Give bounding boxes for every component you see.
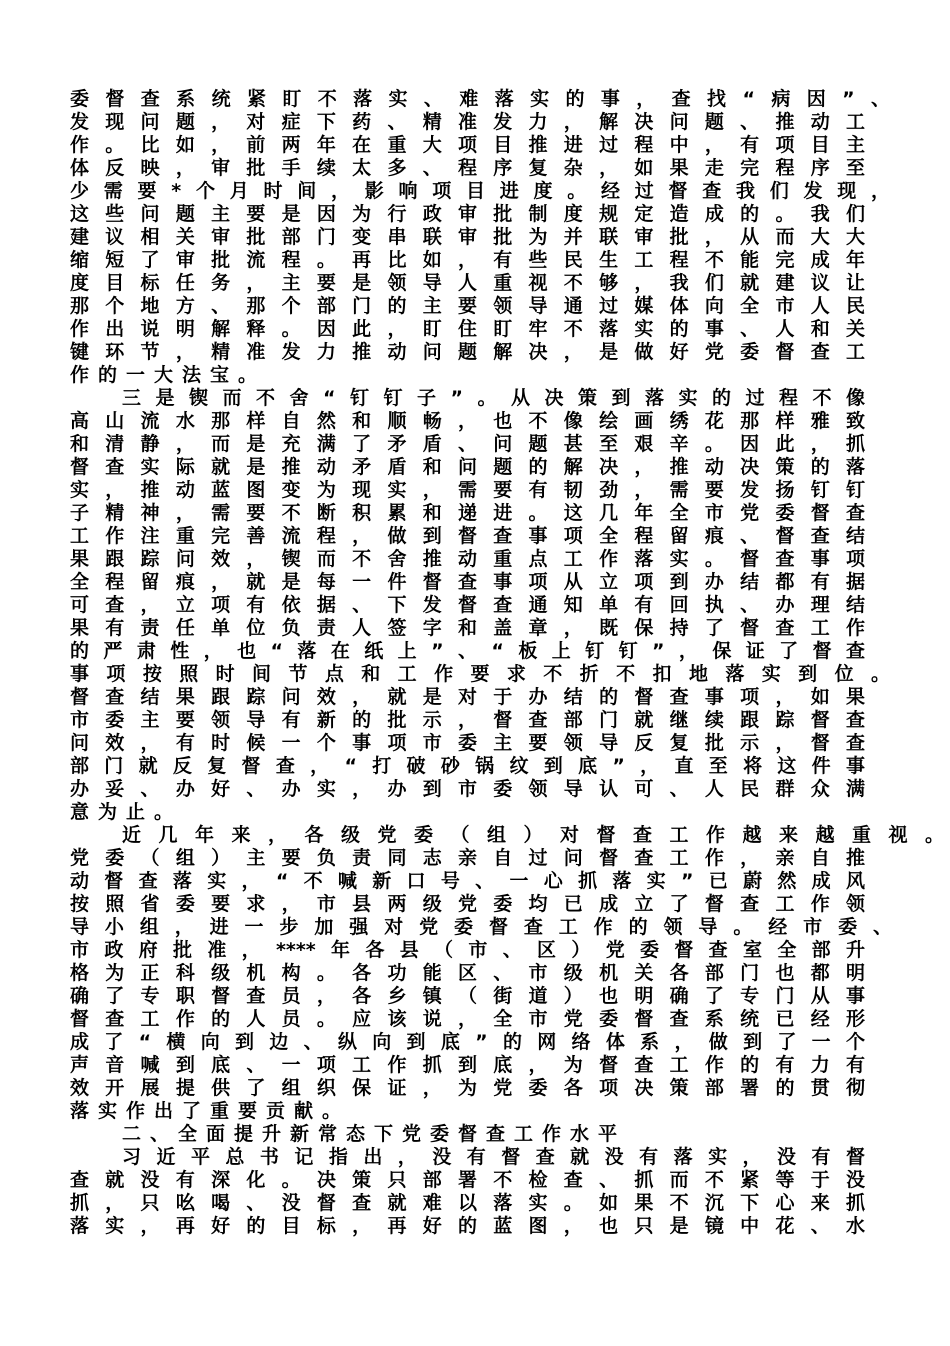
text-line: 度目标任务，主要是领导人重视不够，我们就建议让	[70, 272, 865, 294]
text-line: 和清静，而是充满了矛盾、问题甚至艰辛。因此，抓	[70, 433, 865, 455]
text-line: 抓，只吆喝、没督查就难以落实。如果不沉下心来抓	[70, 1192, 865, 1214]
text-line: 子精神，需要不断积累和递进。这几年全市党委督查	[70, 502, 865, 524]
text-line: 发现问题，对症下药、精准发力，解决问题、推动工	[70, 111, 865, 133]
text-line: 确了专职督查员，各乡镇（街道）也明确了专门从事	[70, 985, 865, 1007]
text-line: 督查工作的人员。应该说，全市党委督查系统已经形	[70, 1008, 865, 1030]
section-heading: 二、全面提升新常态下党委督查工作水平	[122, 1123, 627, 1145]
text-line: 成了“横向到边、纵向到底”的网络体系，做到了一个	[70, 1031, 865, 1053]
text-line: 动督查落实，“不喊新口号、一心抓落实”已蔚然成风	[70, 870, 865, 892]
text-line: 落实作出了重要贡献。	[70, 1100, 351, 1122]
text-line: 果有责任单位负责人签字和盖章，既保持了督查工作	[70, 617, 865, 639]
text-line: 市委主要领导有新的批示，督查部门就继续跟踪督查	[70, 709, 865, 731]
text-line: 那个地方、那个部门的主要领导通过媒体向全市人民	[70, 295, 865, 317]
text-line: 意为止。	[70, 801, 183, 823]
text-line: 键环节，精准发力推动问题解决，是做好党委督查工	[70, 341, 865, 363]
text-line: 部门就反复督查，“打破砂锅纹到底”，直至将这件事	[70, 755, 865, 777]
text-line: 体反映，审批手续太多、程序复杂，如果走完程序至	[70, 157, 865, 179]
text-line: 党委（组）主要负责同志亲自过问督查工作，亲自推	[70, 847, 865, 869]
text-line: 市政府批准，****年各县（市、区）党委督查室全部升	[70, 939, 865, 961]
text-line: 问效，有时候一个事项市委主要领导反复批示，督查	[70, 732, 865, 754]
text-line: 声音喊到底、一项工作抓到底，为督查工作的有力有	[70, 1054, 865, 1076]
text-line: 实，推动蓝图变为现实，需要有韧劲，需要发扬钉钉	[70, 479, 865, 501]
text-line: 委督查系统紧盯不落实、难落实的事，查找“病因”、	[70, 88, 890, 110]
text-line: 落实，再好的目标，再好的蓝图，也只是镜中花、水	[70, 1215, 865, 1237]
text-line: 效开展提供了组织保证，为党委各项决策部署的贯彻	[70, 1077, 865, 1099]
text-line: 按照省委要求，市县两级党委均已成立了督查工作领	[70, 893, 865, 915]
text-line: 这些问题主要是因为行政审批制度规定造成的。我们	[70, 203, 865, 225]
text-line: 作。比如，前两年在重大项目推进过程中，有项目主	[70, 134, 865, 156]
text-line: 导小组，进一步加强对党委督查工作的领导。经市委、	[70, 916, 892, 938]
text-line: 事项按照时间节点和工作要求不折不扣地落实到位。	[70, 663, 890, 685]
text-line: 可查，立项有依据、下发督查通知单有回执、办理结	[70, 594, 865, 616]
text-line: 建议相关审批部门变串联审批为并联审批，从而大大	[70, 226, 865, 248]
text-line: 缩短了审批流程。再比如，有些民生工程不能完成年	[70, 249, 865, 271]
text-line: 的严肃性，也“落在纸上”、“板上钉钉”，保证了督查	[70, 640, 865, 662]
paragraph-start: 三是锲而不舍“钉钉子”。从决策到落实的过程不像	[122, 387, 865, 409]
text-line: 少需要*个月时间，影响项目进度。经过督查我们发现，	[70, 180, 890, 202]
text-line: 作出说明解释。因此，盯住盯牢不落实的事、人和关	[70, 318, 865, 340]
text-line: 督查实际就是推动矛盾和问题的解决，推动决策的落	[70, 456, 865, 478]
document-page	[70, 88, 944, 1238]
text-line: 工作注重完善流程，做到督查事项全程留痕、督查结	[70, 525, 865, 547]
text-line: 全程留痕，就是每一件督查事项从立项到办结都有据	[70, 571, 865, 593]
text-line: 督查结果跟踪问效，就是对于办结的督查事项，如果	[70, 686, 865, 708]
text-line: 格为正科级机构。各功能区、市级机关各部门也都明	[70, 962, 865, 984]
text-line: 果跟踪问效，锲而不舍推动重点工作落实。督查事项	[70, 548, 865, 570]
text-line: 查就没有深化。决策只部署不检查、抓而不紧等于没	[70, 1169, 865, 1191]
paragraph-start: 习近平总书记指出，没有督查就没有落实，没有督	[122, 1146, 865, 1168]
text-line: 作的一大法宝。	[70, 364, 267, 386]
text-line: 高山流水那样自然和顺畅，也不像绘画绣花那样雅致	[70, 410, 865, 432]
text-line: 办妥、办好、办实，办到市委领导认可、人民群众满	[70, 778, 865, 800]
paragraph-start: 近几年来，各级党委（组）对督查工作越来越重视。	[122, 824, 944, 846]
